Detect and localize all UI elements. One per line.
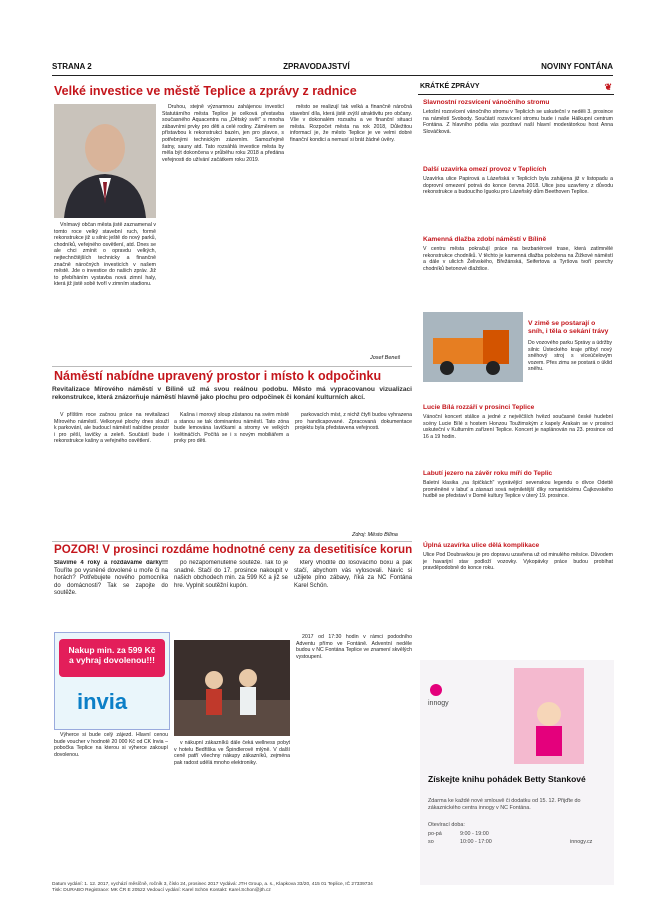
article2-signature: Zdroj: Město Bílina (352, 532, 398, 538)
portrait-image (54, 104, 156, 218)
article3-col2: po nezapomenutelné soutěže. Tak to je snadné. Stačí do 17. prosince nakoupit v našich obchodech min. za 599 Kč a již se hre. Vyplnit soutěžní kupón. (174, 560, 288, 589)
article3-col5: v nákupní zákazníků dále čeká wellness pobyt v hotelu Bedřiška ve Špindlerově mlýně. V další ceně patří všechny nákupy zákazníků, zejména pak radost udělá mnoho elektroniky. (174, 740, 290, 766)
ad-caption: Výherce si bude celý zájezd. Hlavní cenou bude voucher v hodnotě 20 000 Kč od CK Invia – pobočka Teplice na kterou si výherce zakoupí dovolenou. (54, 732, 168, 758)
news-heading-1: Slavnostní rozsvícení vánočního stromu (423, 99, 550, 106)
article3-col3: který vhodíte do losovacího boxu a pak stačí, abychom vás vylosovali. Navíc si užijete plno zábavy, říká za NC Fontána Karel Schön. (294, 560, 412, 589)
snowplow-photo (423, 312, 523, 382)
article2-title: Náměstí nabídne upravený prostor i místo k odpočinku (54, 369, 382, 383)
news-text-7: Ulice Pod Doubravkou je pro dopravu uzavřena už od minulého měsíce. Důvodem je havarijní stav podloží vozovky. Vykopávky práce budou probíhat pravděpodobně do konce roku. (423, 552, 613, 572)
page-number: STRANA 2 (52, 61, 92, 71)
news-text-1: Letošní rozsvícení vánočního stromu v Teplicích se uskuteční v neděli 3. prosince na náměstí Svobody. Součástí rozsvícení stromu bude i naše Hálkupní centrum Fontána. Z hlavního pódia vás pozdraví naší hlavní moderátorkou host Anna Slováčková. (423, 109, 613, 135)
hours-label: Otevírací doba: (428, 822, 465, 828)
news-heading-3: Kamenná dlažba zdobí náměstí v Bílině (423, 236, 547, 243)
divider (52, 541, 412, 542)
imprint: Datum vydání: 1. 12. 2017, vychází měsíčně, ročník 3, číslo 24, prosinec 2017 Vydává: JTH Group, a. s., Klapkova 33/20, 415 01 Teplice, IČ 27339734 Tisk: DURABO Registrace: MK ČR E 20522 Vedoucí vydání: Karel Schön Kontakt: Karel.Schon@jth.cz (52, 882, 373, 893)
publication-name: NOVINY FONTÁNA (541, 61, 613, 71)
stage-image (174, 640, 290, 736)
article1-col2: Druhou, stejně významnou zahájenou investicí Statutárního města Teplice je celková přestavba současného Aquacentra na „Dětský svět" s mnoha zábavními prvky pro děti a celé rodiny. Záměrem se přístavbou k rekonstrukci bazén, jen pro plavce, s potřebnými technickým zázemím. Samozřejmě šatny, sauny atd. Tato rozsáhlá investice města by měla být dokončena v průběhu roku 2018 a předána veřejnosti do užívání začátkem roku 2019. (162, 104, 284, 163)
ad-banner: Nakup min. za 599 Kč a vyhraj dovolenou!!! (59, 639, 165, 677)
hours-row-1-days: po-pá (428, 831, 442, 837)
article3-title: POZOR! V prosinci rozdáme hodnotné ceny za desetitisíce korun (54, 543, 413, 556)
header-divider (52, 75, 613, 76)
page-header (52, 60, 613, 72)
flourish-icon: ❦ (604, 82, 612, 92)
book-cover (514, 668, 584, 764)
event-photo (174, 640, 290, 736)
news-text-5: Vánoční koncert stálice a jedné z nejvěčších hvězd současné české hudební scény Lucie Bílé s hostem Honzou Toužimským z kapely Arakain se v prosinci uskuteční v Kulturním zařízení Teplice. Koncert je naplánován na 23. prosince od 16 a 19 hodin. (423, 414, 613, 440)
news-heading-6: Labutí jezero na závěr roku míří do Teplic (423, 470, 553, 477)
article1-col1: Vnímavý občan města jistě zaznamenal v tomto roce velký stavební ruch, formě rekonstrukce již u silnic ještě do nový parků, chodníků, veřejného osvětlení, atd. Dnes se ale chci zmínit o opravdu velkých, nejtechnčtějších technicky a finančně značně náročných investicích v našem městě. Jde o investice do našich zpráv. Již to přebíháním vystavba nová zimní haly, která již jistě sobě tvoří v zimním stadionu. (54, 222, 156, 288)
news-text-3: V centru města pokračují práce na bezbariérové trase, která zatímnělé rekonstrukce chodníků. V těchto je kamenná dlažba položena na Žižkové náměstí a dále v ulicích Želivského, Břežánská, Seifertova a Tyršova tvoří povrchy chodníků betonové dlaždice. (423, 246, 613, 272)
news-heading-5: Lucie Bílá rozzáří v prosinci Teplice (423, 404, 535, 411)
book-title: Získejte knihu pohádek Betty Stankové (428, 774, 586, 784)
mayor-photo (54, 104, 156, 218)
truck-image (423, 312, 523, 382)
article1-signature: Josef Beneš (370, 355, 401, 361)
book-cover-image (514, 668, 584, 764)
news-text-2: Uzavírka ulice Papirová a Lázeňská v Teplicích byla zahájena již v listopadu a doprovní omezení potrvá do konce června 2018. Ulice jsou uzavřeny z důvodu rekonstrukce a budoucího Iguoku pro Lázeňský dům Beethoven Teplice. (423, 176, 613, 196)
article3-col4: 2017 od 17:30 hodin v rámci pododního Adventu přímo ve Fontáně. Adventní neděle budou v NC Fontána Teplice ve znamení skvělých vystoupení. (296, 634, 412, 660)
innogy-brand: innogy (428, 700, 449, 707)
news-heading-7: Úplná uzavírka ulice dělá komplikace (423, 542, 540, 549)
article2-lead: Revitalizace Mírového náměstí v Bílině už má svou reálnou podobu. Město má vypracovanou vizualizaci rekonstrukce, která znázorňuje náměstí hlavně jako plochu pro odpočinek či konání kulturních akcí. (52, 386, 412, 402)
news-heading-2: Další uzavírka omezí provoz v Teplicích (423, 166, 547, 173)
article2-col1: V příštím roce začnou práce na revitalizaci Mírového náměstí. Velkorysé plochy dnes slouží k parkování, ale budoucí náměstí nabídne prostor i pro pěší, lavičky a zeleň. Součástí bude i rekonstrukce kašny a veřejného osvětlení. (54, 412, 169, 445)
invia-ad[interactable] (54, 632, 170, 730)
hours-row-2-days: so (428, 839, 434, 845)
sidebar-header: KRÁTKÉ ZPRÁVY ❦ (418, 82, 614, 95)
news-text-6: Baletní klasika „na špičkách" vyprávějící sevenskou legendu o dívce Odettě proměněné v labuť a zásnazi sová nejmiletější díky romantickému Čajkovského hudbě se představí v Domě kultury Teplice v úterý 19. prosince. (423, 480, 613, 500)
divider (52, 366, 412, 367)
innogy-website-link[interactable]: innogy.cz (570, 839, 593, 845)
invia-logo: invia (77, 689, 128, 714)
article2-col2: Kašna i morový sloup zůstanou na svém místě a stanou se tak dominantou náměstí. Tato zóna bude lemována lavičkami a stromy ve velkých květináčích. Počítá se i s novým mobiliářem a prvky pro děti. (174, 412, 289, 445)
innogy-ad[interactable] (420, 660, 614, 885)
section-title: ZPRAVODAJSTVÍ (283, 61, 350, 71)
article2-col3: parkovacích míst, z nichž čtyři budou vyhrazena pro handicapované. Zpracovaná dokumentace projektu byla představena veřejnosti. (295, 412, 412, 432)
hours-row-1-time: 9:00 - 19:00 (460, 831, 489, 837)
article1-col3: město se realizují tak velká a finančně náročná stavební díla, která jistě zvýší atraktivitu pro občany. Vše v dokonalém rozsahu a ve finanční situaci města. Rozpočet města na rok 2018, Důležitou informací je, že město Teplice je ve velmi dobré finanční kondici a nemusí si brát žádné úvěry. (290, 104, 412, 143)
book-text: Zdarma ke každé nové smlouvě či dodatku od 15. 12. Přijďte do zákaznického centra innogy v NC Fontána. (428, 798, 581, 811)
news-text-4: Do vozového parku Správy a údržby silnic Ústeckého kraje přibyl nový sněhový stroj s víceúčelovým vozem. Přes zimu se postará o úklid sněhu. (528, 340, 612, 373)
innogy-logo-icon (430, 684, 442, 696)
article1-title: Velké investice ve městě Teplice a zprávy z radnice (54, 84, 357, 98)
hours-row-2-time: 10:00 - 17:00 (460, 839, 492, 845)
article3-col1: Slavíme 4 roky a rozdáváme dárky!!! Touříte po vysněné dovolené u moře či na horách? Potřebujete nového pomocníka do domácnosti? Tak se zapojte do soutěže. (54, 560, 168, 597)
news-heading-4: V zimě se postarají o sníh, i těla o sekání trávy (528, 320, 609, 335)
